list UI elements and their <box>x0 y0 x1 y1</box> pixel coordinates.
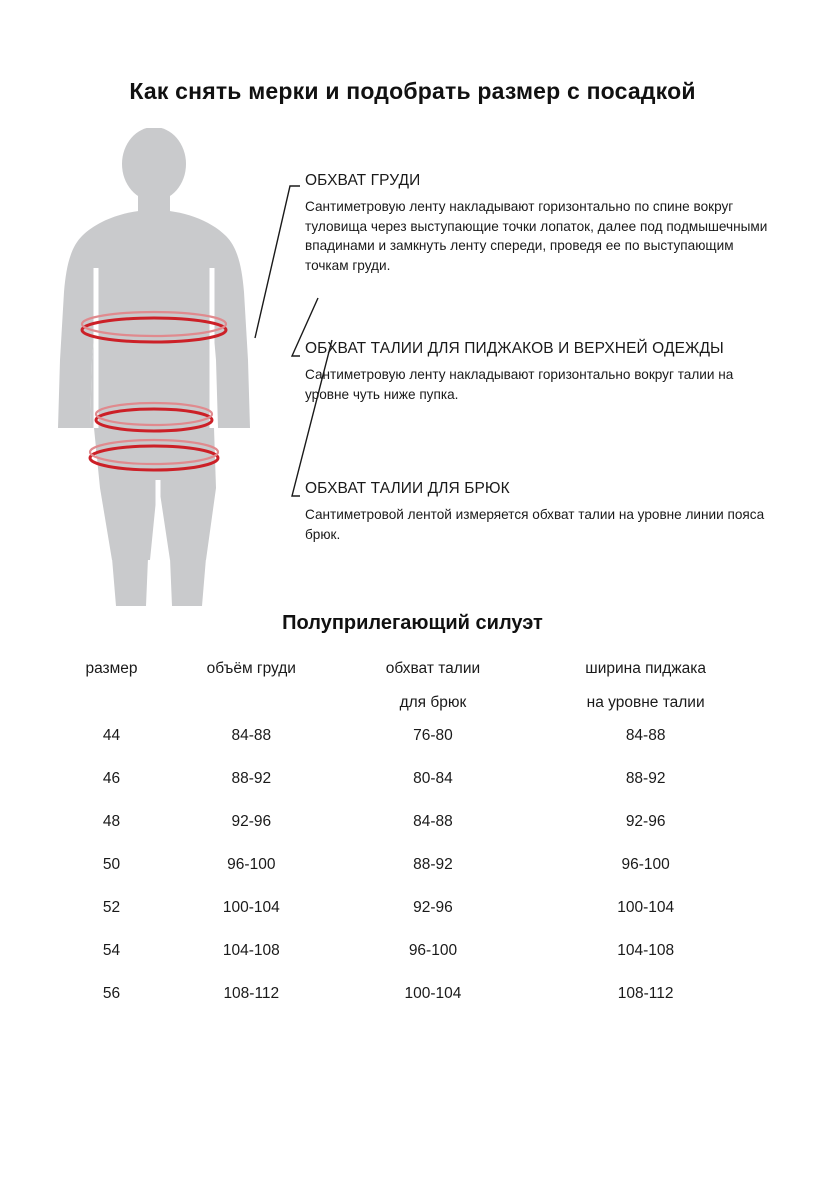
table-cell: 108-112 <box>617 984 674 1002</box>
callout-chest-body: Сантиметровую ленту накладывают горизонтально по спине вокруг туловища через выступающие точки лопаток, далее под подмышечными впадинами и замкнуть ленту спереди, проведя ее по выступающим точкам груди. <box>305 199 768 273</box>
table-cell: 92-96 <box>413 898 453 916</box>
table-cell: 84-88 <box>625 726 666 744</box>
callout-waist-trousers-title: ОБХВАТ ТАЛИИ ДЛЯ БРЮК <box>305 480 510 497</box>
table-cell: 104-108 <box>222 941 280 959</box>
table-row <box>60 757 765 800</box>
size-table <box>60 660 765 1015</box>
table-cell: 48 <box>102 812 121 830</box>
table-cell: 50 <box>102 855 121 873</box>
table-cell: 100-104 <box>617 898 675 916</box>
table-cell: 92-96 <box>625 812 666 830</box>
callout-waist-trousers-body: Сантиметровой лентой измеряется обхват талии на уровне линии пояса брюк. <box>305 507 765 542</box>
table-header-size <box>60 660 163 714</box>
table-header-chest <box>163 660 340 714</box>
table-cell: 44 <box>102 726 121 744</box>
table-cell: 104-108 <box>617 941 675 959</box>
table-header-waist-main: обхват талии <box>385 660 481 677</box>
callout-chest-title: ОБХВАТ ГРУДИ <box>305 172 421 189</box>
silhouette-title: Полуприлегающий силуэт <box>282 612 543 634</box>
table-cell: 80-84 <box>413 769 453 787</box>
table-cell: 46 <box>102 769 121 787</box>
table-cell: 88-92 <box>625 769 666 787</box>
page-title: Как снять мерки и подобрать размер с посадкой <box>129 78 696 104</box>
table-cell: 96-100 <box>408 941 458 959</box>
table-row <box>60 886 765 929</box>
table-row <box>60 972 765 1015</box>
table-cell: 108-112 <box>223 984 280 1002</box>
table-cell: 84-88 <box>413 812 453 830</box>
table-cell: 56 <box>102 984 121 1002</box>
callout-waist-jacket <box>305 340 775 404</box>
size-table-body <box>60 714 765 1015</box>
table-header-jacket-width-sub: на уровне талии <box>586 694 705 711</box>
table-row <box>60 714 765 757</box>
table-cell: 96-100 <box>227 855 276 873</box>
table-cell: 84-88 <box>231 726 272 744</box>
table-cell: 88-92 <box>231 769 272 787</box>
male-silhouette-icon <box>30 128 290 608</box>
body-diagram <box>30 128 290 608</box>
table-cell: 88-92 <box>413 855 453 873</box>
table-row <box>60 929 765 972</box>
table-cell: 76-80 <box>413 726 453 744</box>
table-header-waist <box>340 660 527 714</box>
table-cell: 100-104 <box>222 898 280 916</box>
table-header-chest-main: объём груди <box>206 660 296 677</box>
callout-waist-trousers <box>305 480 775 544</box>
table-header-size-main: размер <box>85 660 138 677</box>
table-row <box>60 843 765 886</box>
table-cell: 54 <box>102 941 121 959</box>
table-header-waist-sub: для брюк <box>399 694 467 711</box>
callout-waist-jacket-title: ОБХВАТ ТАЛИИ ДЛЯ ПИДЖАКОВ И ВЕРХНЕЙ ОДЕЖДЫ <box>305 340 724 357</box>
callout-waist-jacket-body: Сантиметровую ленту накладывают горизонтально вокруг талии на уровне чуть ниже пупка. <box>305 367 734 402</box>
table-cell: 92-96 <box>231 812 272 830</box>
table-cell: 96-100 <box>621 855 670 873</box>
callout-chest <box>305 172 775 275</box>
table-cell: 100-104 <box>404 984 462 1002</box>
table-header-row <box>60 660 765 714</box>
table-row <box>60 800 765 843</box>
table-header-jacket-width-main: ширина пиджака <box>585 660 706 677</box>
table-header-jacket-width <box>526 660 765 714</box>
table-cell: 52 <box>102 898 121 916</box>
